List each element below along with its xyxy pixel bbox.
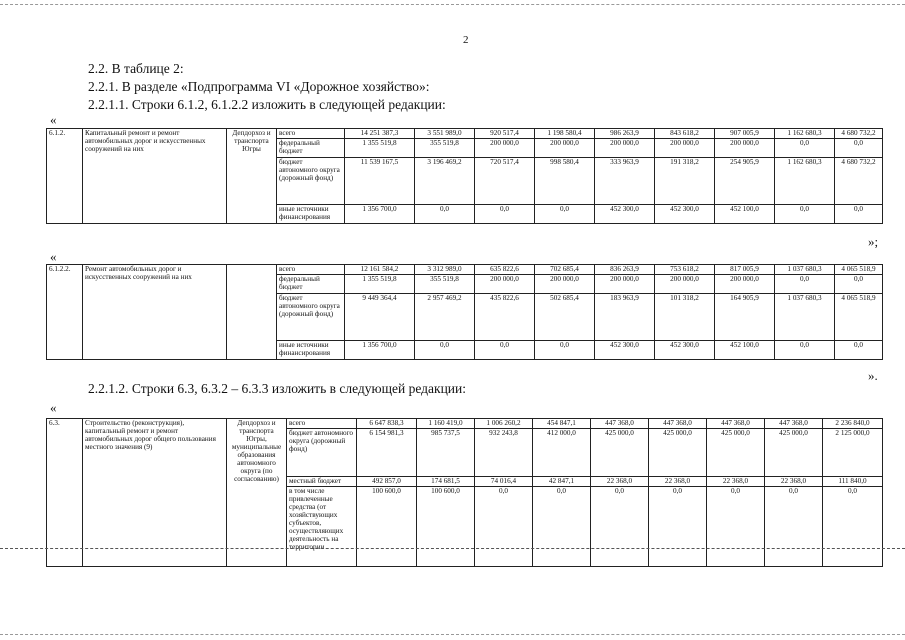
value-cell: 3 551 989,0 (415, 129, 475, 139)
executor: Депдорхоз и транспорта Югры, муниципальные образования автономного округа (по согласованию) (227, 419, 287, 567)
row-code: 6.3. (47, 419, 83, 567)
value-cell: 425 000,0 (707, 429, 765, 477)
value-cell: 0,0 (415, 205, 475, 224)
value-cell: 0,0 (835, 205, 883, 224)
source-label: федеральный бюджет (277, 139, 345, 158)
value-cell: 4 065 518,9 (835, 294, 883, 341)
value-cell: 932 243,8 (475, 429, 533, 477)
value-cell: 200 000,0 (535, 139, 595, 158)
value-cell: 2 236 840,0 (823, 419, 883, 429)
value-cell: 174 681,5 (417, 477, 475, 487)
value-cell: 907 005,9 (715, 129, 775, 139)
value-cell: 720 517,4 (475, 158, 535, 205)
opening-quote-2: « (50, 249, 57, 264)
value-cell: 2 125 000,0 (823, 429, 883, 477)
value-cell: 1 160 419,0 (417, 419, 475, 429)
value-cell: 1 356 700,0 (345, 205, 415, 224)
value-cell: 3 312 989,0 (415, 265, 475, 275)
value-cell: 200 000,0 (595, 139, 655, 158)
source-label: иные источники финансирования (277, 341, 345, 360)
value-cell: 200 000,0 (655, 139, 715, 158)
value-cell: 22 368,0 (649, 477, 707, 487)
value-cell: 492 857,0 (357, 477, 417, 487)
value-cell: 164 905,9 (715, 294, 775, 341)
value-cell: 0,0 (475, 205, 535, 224)
value-cell: 920 517,4 (475, 129, 535, 139)
value-cell: 454 847,1 (533, 419, 591, 429)
value-cell: 817 005,9 (715, 265, 775, 275)
source-label: всего (277, 265, 345, 275)
row-code: 6.1.2.2. (47, 265, 83, 360)
value-cell: 0,0 (835, 341, 883, 360)
value-cell: 836 263,9 (595, 265, 655, 275)
value-cell: 447 368,0 (707, 419, 765, 429)
value-cell: 452 100,0 (715, 205, 775, 224)
value-cell: 0,0 (591, 487, 649, 567)
table-row-6-1-2-2 (46, 264, 883, 360)
value-cell: 200 000,0 (715, 275, 775, 294)
value-cell: 447 368,0 (765, 419, 823, 429)
value-cell: 191 318,2 (655, 158, 715, 205)
source-label: местный бюджет (287, 477, 357, 487)
value-cell: 502 685,4 (535, 294, 595, 341)
value-cell: 4 065 518,9 (835, 265, 883, 275)
heading-2-2-1: 2.2.1. В разделе «Подпрограмма VI «Дорожное хозяйство»: (88, 79, 430, 94)
value-cell: 0,0 (707, 487, 765, 567)
value-cell: 0,0 (775, 275, 835, 294)
value-cell: 183 963,9 (595, 294, 655, 341)
value-cell: 22 368,0 (707, 477, 765, 487)
value-cell: 1 198 580,4 (535, 129, 595, 139)
value-cell: 412 000,0 (533, 429, 591, 477)
value-cell: 200 000,0 (475, 139, 535, 158)
page-number: 2 (463, 34, 469, 46)
value-cell: 0,0 (775, 205, 835, 224)
value-cell: 452 300,0 (655, 205, 715, 224)
value-cell: 22 368,0 (765, 477, 823, 487)
value-cell: 702 685,4 (535, 265, 595, 275)
value-cell: 200 000,0 (655, 275, 715, 294)
value-cell: 452 100,0 (715, 341, 775, 360)
scan-edge-line (0, 4, 905, 5)
value-cell: 425 000,0 (765, 429, 823, 477)
value-cell: 14 251 387,3 (345, 129, 415, 139)
value-cell: 6 154 981,3 (357, 429, 417, 477)
value-cell: 635 822,6 (475, 265, 535, 275)
source-label: в том числе привлеченные средства (от хозяйствующих субъектов, осуществляющих деятельность на территории (287, 487, 357, 567)
value-cell: 6 647 838,3 (357, 419, 417, 429)
value-cell: 1 037 680,3 (775, 294, 835, 341)
value-cell: 200 000,0 (715, 139, 775, 158)
value-cell: 452 300,0 (655, 341, 715, 360)
value-cell: 1 356 700,0 (345, 341, 415, 360)
value-cell: 200 000,0 (475, 275, 535, 294)
opening-quote-3: « (50, 400, 57, 415)
closing-quote-2: ». (868, 368, 878, 383)
value-cell: 101 318,2 (655, 294, 715, 341)
value-cell: 0,0 (475, 341, 535, 360)
value-cell: 9 449 364,4 (345, 294, 415, 341)
value-cell: 452 300,0 (595, 205, 655, 224)
row-code: 6.1.2. (47, 129, 83, 224)
source-label: иные источники финансирования (277, 205, 345, 224)
value-cell: 0,0 (415, 341, 475, 360)
value-cell: 42 847,1 (533, 477, 591, 487)
value-cell: 0,0 (775, 139, 835, 158)
value-cell: 100 600,0 (357, 487, 417, 567)
heading-2-2-1-1: 2.2.1.1. Строки 6.1.2, 6.1.2.2 изложить в следующей редакции: (88, 97, 446, 112)
measure-name: Капитальный ремонт и ремонт автомобильных дорог и искусственных сооружений на них (83, 129, 227, 224)
value-cell: 425 000,0 (649, 429, 707, 477)
value-cell: 0,0 (535, 205, 595, 224)
value-cell: 1 355 519,8 (345, 275, 415, 294)
value-cell: 12 161 584,2 (345, 265, 415, 275)
value-cell: 452 300,0 (595, 341, 655, 360)
value-cell: 1 355 519,8 (345, 139, 415, 158)
source-label: всего (287, 419, 357, 429)
value-cell: 2 957 469,2 (415, 294, 475, 341)
value-cell: 200 000,0 (595, 275, 655, 294)
value-cell: 3 196 469,2 (415, 158, 475, 205)
value-cell: 0,0 (823, 487, 883, 567)
value-cell: 0,0 (775, 341, 835, 360)
value-cell: 0,0 (533, 487, 591, 567)
source-label: федеральный бюджет (277, 275, 345, 294)
value-cell: 11 539 167,5 (345, 158, 415, 205)
value-cell: 447 368,0 (591, 419, 649, 429)
value-cell: 447 368,0 (649, 419, 707, 429)
value-cell: 998 580,4 (535, 158, 595, 205)
heading-2-2-1-2: 2.2.1.2. Строки 6.3, 6.3.2 – 6.3.3 изложить в следующей редакции: (88, 381, 467, 396)
value-cell: 0,0 (765, 487, 823, 567)
value-cell: 0,0 (835, 139, 883, 158)
value-cell: 0,0 (475, 487, 533, 567)
opening-quote-1: « (50, 112, 57, 127)
value-cell: 111 840,0 (823, 477, 883, 487)
measure-name: Строительство (реконструкция), капитальный ремонт и ремонт автомобильных дорог общего пользования местного значения (9) (83, 419, 227, 567)
value-cell: 200 000,0 (535, 275, 595, 294)
value-cell: 333 963,9 (595, 158, 655, 205)
scan-edge-line (0, 634, 905, 635)
value-cell: 986 263,9 (595, 129, 655, 139)
value-cell: 4 680 732,2 (835, 158, 883, 205)
value-cell: 985 737,5 (417, 429, 475, 477)
value-cell: 1 037 680,3 (775, 265, 835, 275)
table-row-6-3 (46, 418, 883, 567)
executor: Депдорхоз и транспорта Югры (227, 129, 277, 224)
value-cell: 254 905,9 (715, 158, 775, 205)
source-label: бюджет автономного округа (дорожный фонд) (277, 158, 345, 205)
value-cell: 0,0 (535, 341, 595, 360)
closing-quote-1: »; (868, 234, 879, 249)
heading-2-2: 2.2. В таблице 2: (88, 61, 184, 76)
value-cell: 355 519,8 (415, 275, 475, 294)
source-label: бюджет автономного округа (дорожный фонд) (277, 294, 345, 341)
value-cell: 425 000,0 (591, 429, 649, 477)
value-cell: 22 368,0 (591, 477, 649, 487)
value-cell: 74 016,4 (475, 477, 533, 487)
source-label: всего (277, 129, 345, 139)
table-row-6-1-2 (46, 128, 883, 224)
value-cell: 843 618,2 (655, 129, 715, 139)
measure-name: Ремонт автомобильных дорог и искусственных сооружений на них (83, 265, 227, 360)
executor (227, 265, 277, 360)
value-cell: 0,0 (835, 275, 883, 294)
page-break-line (0, 548, 905, 549)
value-cell: 4 680 732,2 (835, 129, 883, 139)
value-cell: 753 618,2 (655, 265, 715, 275)
source-label: бюджет автономного округа (дорожный фонд) (287, 429, 357, 477)
value-cell: 0,0 (649, 487, 707, 567)
value-cell: 355 519,8 (415, 139, 475, 158)
value-cell: 1 162 680,3 (775, 129, 835, 139)
value-cell: 1 162 680,3 (775, 158, 835, 205)
value-cell: 435 822,6 (475, 294, 535, 341)
value-cell: 1 006 260,2 (475, 419, 533, 429)
value-cell: 100 600,0 (417, 487, 475, 567)
